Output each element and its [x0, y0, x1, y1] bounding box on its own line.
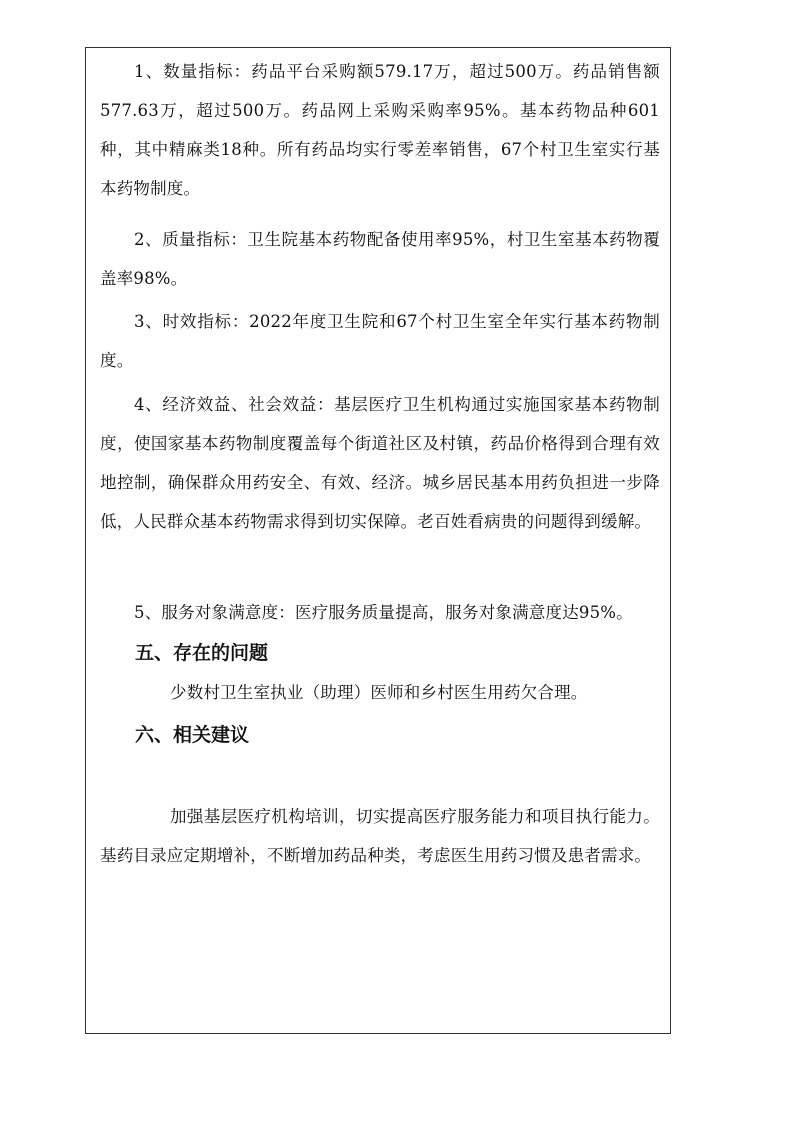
suggestions-heading: 六、相关建议: [135, 724, 250, 746]
problems-heading: 五、存在的问题: [135, 642, 269, 664]
quality-indicator-paragraph: 2、质量指标：卫生院基本药物配备使用率95%，村卫生室基本药物覆盖率98%。: [100, 230, 660, 288]
problems-paragraph: 少数村卫生室执业（助理）医师和乡村医生用药欠合理。: [170, 683, 588, 702]
satisfaction-indicator-paragraph: 5、服务对象满意度：医疗服务质量提高，服务对象满意度达95%。: [134, 603, 633, 622]
timeliness-indicator-paragraph: 3、时效指标：2022年度卫生院和67个村卫生室全年实行基本药物制度。: [100, 312, 660, 370]
benefit-indicator-paragraph: 4、经济效益、社会效益：基层医疗卫生机构通过实施国家基本药物制度，使国家基本药物制度覆盖每个街道社区及村镇，药品价格得到合理有效地控制，确保群众用药安全、有效、经济。城乡居民基本用药负担进一步降低，人民群众基本药物需求得到切实保障。老百姓看病贵的问题得到缓解。: [100, 395, 660, 531]
suggestions-paragraph: 加强基层医疗机构培训，切实提高医疗服务能力和项目执行能力。基药目录应定期增补，不断增加药品种类，考虑医生用药习惯及患者需求。: [100, 807, 660, 865]
quantity-indicator-paragraph: 1、数量指标：药品平台采购额579.17万，超过500万。药品销售额577.63万，超过500万。药品网上采购采购率95%。基本药物品种601种，其中精麻类18种。所有药品均实行零差率销售，67个村卫生室实行基本药物制度。: [100, 62, 660, 198]
